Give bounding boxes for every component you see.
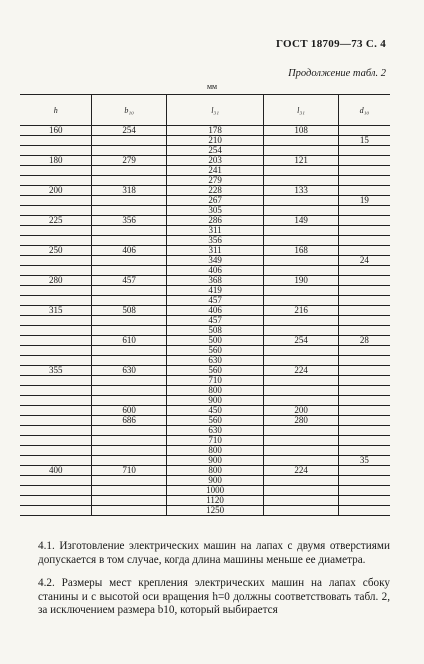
cell-l31-set: 267 — [166, 196, 264, 206]
cell-b10 — [92, 346, 166, 356]
cell-b10 — [92, 146, 166, 156]
cell-h — [20, 496, 92, 506]
table-row — [20, 326, 390, 336]
cell-h — [20, 476, 92, 486]
cell-b10: 406 — [92, 246, 166, 256]
cell-h: 250 — [20, 246, 92, 256]
table-row — [20, 316, 390, 326]
cell-h: 315 — [20, 306, 92, 316]
cell-h — [20, 386, 92, 396]
table-row — [20, 416, 390, 426]
cell-l31-set: 508 — [166, 326, 264, 336]
cell-h — [20, 356, 92, 366]
cell-b10 — [92, 286, 166, 296]
cell-l31 — [264, 236, 338, 246]
cell-d10 — [338, 376, 390, 386]
cell-h: 160 — [20, 126, 92, 136]
cell-l31 — [264, 296, 338, 306]
table-row — [20, 166, 390, 176]
table-row — [20, 396, 390, 406]
table-row — [20, 406, 390, 416]
cell-b10: 600 — [92, 406, 166, 416]
col-h: h — [20, 95, 92, 126]
cell-h — [20, 326, 92, 336]
cell-l31 — [264, 386, 338, 396]
cell-b10: 630 — [92, 366, 166, 376]
cell-b10 — [92, 436, 166, 446]
cell-b10 — [92, 506, 166, 516]
cell-b10: 457 — [92, 276, 166, 286]
cell-h — [20, 416, 92, 426]
cell-l31: 254 — [264, 336, 338, 346]
cell-b10 — [92, 326, 166, 336]
cell-h — [20, 176, 92, 186]
cell-l31: 149 — [264, 216, 338, 226]
cell-b10 — [92, 296, 166, 306]
cell-d10 — [338, 396, 390, 406]
table-row — [20, 156, 390, 166]
cell-l31-set: 560 — [166, 346, 264, 356]
cell-l31 — [264, 436, 338, 446]
cell-h — [20, 146, 92, 156]
cell-d10 — [338, 176, 390, 186]
table-row — [20, 506, 390, 516]
cell-l31-set: 1000 — [166, 486, 264, 496]
cell-l31 — [264, 476, 338, 486]
cell-b10: 686 — [92, 416, 166, 426]
table-row — [20, 266, 390, 276]
table-row — [20, 216, 390, 226]
cell-b10 — [92, 136, 166, 146]
cell-l31-set: 356 — [166, 236, 264, 246]
cell-h — [20, 196, 92, 206]
cell-h — [20, 336, 92, 346]
cell-l31 — [264, 376, 338, 386]
cell-l31-set: 178 — [166, 126, 264, 136]
table-row — [20, 296, 390, 306]
paragraph-4-2: 4.2. Размеры мест крепления электрических машин на лапах сбоку станины и с высотой оси вращения h=0 должны соответствовать табл. 2, за исключением размера b10, который выбирается — [38, 577, 390, 616]
cell-l31-set: 279 — [166, 176, 264, 186]
cell-h: 200 — [20, 186, 92, 196]
cell-l31-set: 710 — [166, 376, 264, 386]
cell-l31-set: 457 — [166, 296, 264, 306]
table-row — [20, 456, 390, 466]
cell-d10: 19 — [338, 196, 390, 206]
cell-b10: 254 — [92, 126, 166, 136]
cell-l31-set: 406 — [166, 306, 264, 316]
cell-b10 — [92, 206, 166, 216]
document-id: ГОСТ 18709—73 С. 4 — [275, 38, 386, 50]
cell-l31 — [264, 326, 338, 336]
cell-l31-set: 241 — [166, 166, 264, 176]
cell-d10 — [338, 126, 390, 136]
cell-h — [20, 446, 92, 456]
table-row — [20, 186, 390, 196]
cell-h — [20, 396, 92, 406]
cell-b10: 710 — [92, 466, 166, 476]
cell-d10 — [338, 266, 390, 276]
cell-l31 — [264, 446, 338, 456]
cell-l31-set: 1250 — [166, 506, 264, 516]
cell-d10: 28 — [338, 336, 390, 346]
table-row — [20, 276, 390, 286]
cell-l31 — [264, 166, 338, 176]
cell-l31-set: 254 — [166, 146, 264, 156]
cell-l31-set: 203 — [166, 156, 264, 166]
cell-b10 — [92, 166, 166, 176]
cell-h — [20, 436, 92, 446]
table-row — [20, 206, 390, 216]
cell-l31 — [264, 346, 338, 356]
cell-d10 — [338, 326, 390, 336]
cell-h — [20, 456, 92, 466]
table-row — [20, 176, 390, 186]
cell-h — [20, 296, 92, 306]
cell-d10 — [338, 296, 390, 306]
table-row — [20, 446, 390, 456]
table-row — [20, 306, 390, 316]
cell-l31 — [264, 396, 338, 406]
cell-h: 400 — [20, 466, 92, 476]
cell-l31-set: 630 — [166, 426, 264, 436]
cell-h — [20, 346, 92, 356]
table-row — [20, 226, 390, 236]
cell-b10 — [92, 356, 166, 366]
cell-d10 — [338, 416, 390, 426]
cell-h — [20, 206, 92, 216]
cell-d10 — [338, 506, 390, 516]
table-row — [20, 496, 390, 506]
cell-l31 — [264, 316, 338, 326]
cell-d10: 24 — [338, 256, 390, 266]
cell-b10 — [92, 196, 166, 206]
cell-h — [20, 286, 92, 296]
cell-l31 — [264, 266, 338, 276]
cell-l31: 280 — [264, 416, 338, 426]
cell-d10 — [338, 486, 390, 496]
cell-b10: 356 — [92, 216, 166, 226]
cell-d10 — [338, 356, 390, 366]
cell-l31 — [264, 256, 338, 266]
cell-l31-set: 1120 — [166, 496, 264, 506]
table-row — [20, 196, 390, 206]
cell-l31: 121 — [264, 156, 338, 166]
cell-b10 — [92, 376, 166, 386]
cell-d10 — [338, 386, 390, 396]
table-unit: мм — [206, 82, 218, 91]
cell-l31 — [264, 496, 338, 506]
cell-d10 — [338, 306, 390, 316]
cell-l31 — [264, 286, 338, 296]
table-row — [20, 236, 390, 246]
cell-d10 — [338, 246, 390, 256]
cell-b10 — [92, 396, 166, 406]
table-row — [20, 466, 390, 476]
cell-b10 — [92, 426, 166, 436]
cell-l31-set: 406 — [166, 266, 264, 276]
table-row — [20, 376, 390, 386]
cell-l31-set: 210 — [166, 136, 264, 146]
cell-l31-set: 286 — [166, 216, 264, 226]
cell-l31 — [264, 206, 338, 216]
cell-l31 — [264, 196, 338, 206]
cell-l31 — [264, 226, 338, 236]
cell-h: 180 — [20, 156, 92, 166]
cell-l31 — [264, 456, 338, 466]
cell-l31 — [264, 426, 338, 436]
cell-l31 — [264, 176, 338, 186]
table-row — [20, 436, 390, 446]
cell-b10 — [92, 446, 166, 456]
cell-h: 355 — [20, 366, 92, 376]
cell-h — [20, 506, 92, 516]
cell-l31 — [264, 506, 338, 516]
cell-d10: 15 — [338, 136, 390, 146]
cell-d10 — [338, 216, 390, 226]
cell-h — [20, 486, 92, 496]
cell-d10 — [338, 406, 390, 416]
col-l31b: l₃₁ — [264, 95, 338, 126]
cell-l31-set: 560 — [166, 416, 264, 426]
table-row — [20, 256, 390, 266]
table-row — [20, 486, 390, 496]
cell-b10: 279 — [92, 156, 166, 166]
cell-d10 — [338, 286, 390, 296]
cell-l31-set: 228 — [166, 186, 264, 196]
cell-b10: 508 — [92, 306, 166, 316]
cell-l31-set: 349 — [166, 256, 264, 266]
cell-b10 — [92, 476, 166, 486]
cell-b10 — [92, 266, 166, 276]
cell-l31-set: 800 — [166, 466, 264, 476]
cell-d10 — [338, 146, 390, 156]
table-row — [20, 336, 390, 346]
table-row — [20, 136, 390, 146]
cell-h — [20, 406, 92, 416]
cell-d10 — [338, 226, 390, 236]
cell-d10 — [338, 156, 390, 166]
cell-l31 — [264, 356, 338, 366]
cell-d10 — [338, 186, 390, 196]
cell-h: 280 — [20, 276, 92, 286]
cell-b10 — [92, 456, 166, 466]
col-l31a: l₃₁ — [166, 95, 264, 126]
cell-d10 — [338, 466, 390, 476]
cell-l31-set: 800 — [166, 386, 264, 396]
cell-d10 — [338, 436, 390, 446]
cell-b10: 610 — [92, 336, 166, 346]
cell-h — [20, 376, 92, 386]
cell-l31-set: 500 — [166, 336, 264, 346]
cell-h — [20, 236, 92, 246]
cell-d10 — [338, 476, 390, 486]
cell-b10 — [92, 386, 166, 396]
cell-h — [20, 166, 92, 176]
table-row — [20, 126, 390, 136]
table-row — [20, 286, 390, 296]
cell-l31: 224 — [264, 366, 338, 376]
cell-d10 — [338, 426, 390, 436]
cell-l31: 190 — [264, 276, 338, 286]
table-row — [20, 476, 390, 486]
cell-b10 — [92, 176, 166, 186]
cell-d10 — [338, 276, 390, 286]
cell-l31-set: 450 — [166, 406, 264, 416]
col-d10: d₁₀ — [338, 95, 390, 126]
table-row — [20, 386, 390, 396]
cell-b10 — [92, 256, 166, 266]
cell-l31: 108 — [264, 126, 338, 136]
cell-b10 — [92, 236, 166, 246]
cell-d10 — [338, 206, 390, 216]
table-continuation-label: Продолжение табл. 2 — [288, 68, 386, 79]
dimensions-table — [20, 94, 390, 516]
cell-l31-set: 900 — [166, 396, 264, 406]
cell-d10: 35 — [338, 456, 390, 466]
table-row — [20, 246, 390, 256]
cell-l31-set: 710 — [166, 436, 264, 446]
cell-d10 — [338, 236, 390, 246]
table-row — [20, 346, 390, 356]
cell-h — [20, 256, 92, 266]
cell-h — [20, 136, 92, 146]
cell-l31: 216 — [264, 306, 338, 316]
cell-d10 — [338, 166, 390, 176]
cell-d10 — [338, 446, 390, 456]
cell-b10 — [92, 496, 166, 506]
cell-l31: 200 — [264, 406, 338, 416]
table-row — [20, 426, 390, 436]
table-body — [20, 126, 390, 516]
cell-d10 — [338, 496, 390, 506]
cell-l31-set: 311 — [166, 246, 264, 256]
paragraph-4-1: 4.1. Изготовление электрических машин на лапах с двумя отверстиями допускается в том случае, когда длина машины меньше ее диаметра. — [38, 540, 390, 566]
cell-h — [20, 266, 92, 276]
cell-b10 — [92, 486, 166, 496]
table-row — [20, 146, 390, 156]
cell-d10 — [338, 316, 390, 326]
cell-d10 — [338, 366, 390, 376]
cell-l31 — [264, 486, 338, 496]
cell-h: 225 — [20, 216, 92, 226]
cell-h — [20, 426, 92, 436]
cell-l31-set: 305 — [166, 206, 264, 216]
cell-b10: 318 — [92, 186, 166, 196]
cell-l31-set: 900 — [166, 456, 264, 466]
cell-l31-set: 457 — [166, 316, 264, 326]
col-b10: b₁₀ — [92, 95, 166, 126]
table-row — [20, 366, 390, 376]
cell-b10 — [92, 316, 166, 326]
cell-l31-set: 419 — [166, 286, 264, 296]
cell-l31 — [264, 146, 338, 156]
cell-l31-set: 311 — [166, 226, 264, 236]
cell-b10 — [92, 226, 166, 236]
cell-l31 — [264, 136, 338, 146]
cell-d10 — [338, 346, 390, 356]
cell-h — [20, 226, 92, 236]
cell-h — [20, 316, 92, 326]
cell-l31: 133 — [264, 186, 338, 196]
table-row — [20, 356, 390, 366]
cell-l31: 224 — [264, 466, 338, 476]
cell-l31-set: 560 — [166, 366, 264, 376]
cell-l31-set: 630 — [166, 356, 264, 366]
cell-l31-set: 368 — [166, 276, 264, 286]
cell-l31-set: 900 — [166, 476, 264, 486]
cell-l31: 168 — [264, 246, 338, 256]
cell-l31-set: 800 — [166, 446, 264, 456]
